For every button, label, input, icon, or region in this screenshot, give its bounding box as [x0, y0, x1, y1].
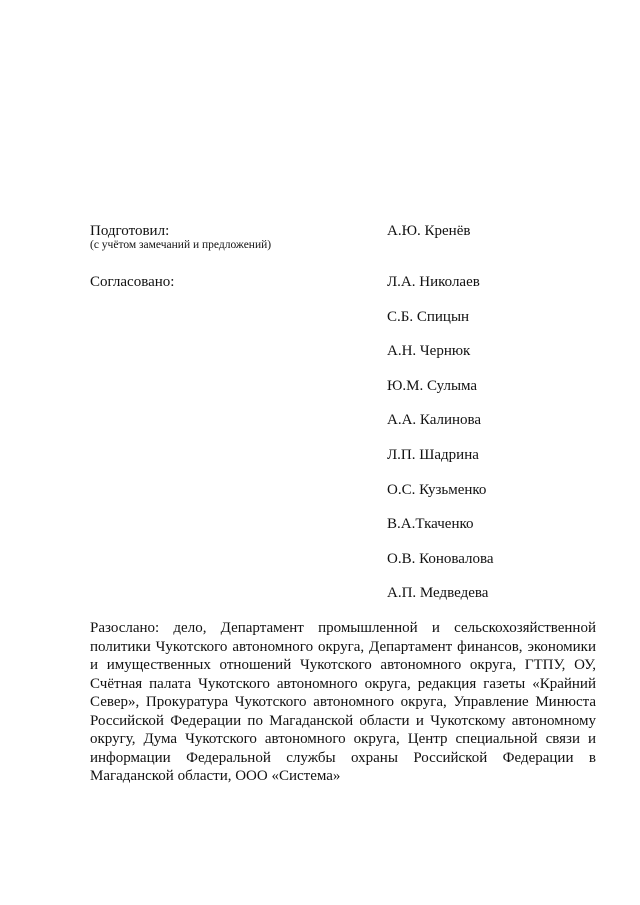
signer-name: О.В. Коновалова	[387, 550, 494, 567]
prepared-by-note: (с учётом замечаний и предложений)	[90, 239, 272, 251]
signer-name: А.П. Медведева	[387, 585, 489, 602]
signer-name: Л.П. Шадрина	[387, 446, 479, 463]
signer-name: Ю.М. Сулыма	[387, 377, 478, 394]
signer-name: О.С. Кузьменко	[387, 481, 487, 498]
prepared-by-label: Подготовил:	[90, 223, 170, 239]
signer-name: С.Б. Спицын	[387, 308, 470, 325]
signer-name: Л.А. Николаев	[387, 274, 480, 290]
prepared-by-name: А.Ю. Кренёв	[387, 223, 471, 239]
signer-name: В.А.Ткаченко	[387, 516, 474, 533]
signer-name: А.А. Калинова	[387, 412, 482, 429]
agreed-label: Согласовано:	[90, 274, 175, 290]
distribution-list: Разослано: дело, Департамент промышленной и сельскохозяйственной политики Чукотского автономного округа, Департамент финансов, экономики и имущественных отношений Чукотского автономного округа, ГТПУ, ОУ, Счётная палата Чукотского автономного округа, редакция газеты «Крайний Север», Прокуратура Чукотского автономного округа, Управление Минюста Российской Федерации по Магаданской области и Чукотскому автономному округу, Дума Чукотского автономного округа, Центр специальной связи и информации Федеральной службы охраны Российской Федерации в Магаданской области, ООО «Система»	[90, 620, 596, 784]
signer-name: А.Н. Чернюк	[387, 343, 471, 360]
signers-list	[387, 273, 494, 619]
